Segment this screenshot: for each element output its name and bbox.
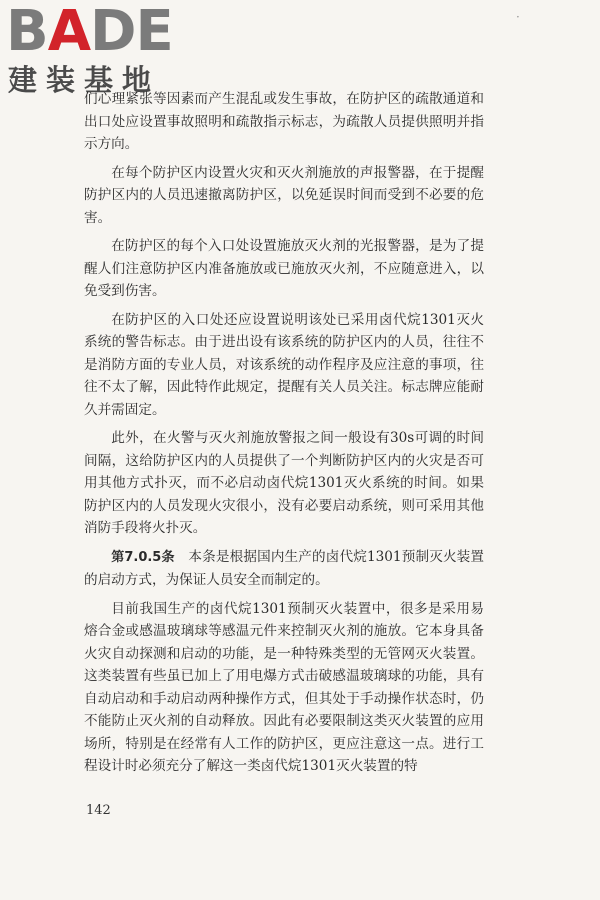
paragraph-final: 目前我国生产的卤代烷1301预制灭火装置中，很多是采用易熔合金或感温玻璃球等感温元件来控制灭火剂的施放。它本身具备火灾自动探测和启动的功能，是一种特殊类型的无管网灭火装置。这类装置有些虽已加上了用电爆方式击破感温玻璃球的功能，具有自动启动和手动启动两种操作方式，但其处于手动操作状态时，仍不能防止灭火剂的自动释放。因此有必要限制这类灭火装置的应用场所，特别是在经常有人工作的防护区，更应注意这一点。进行工程设计时必须充分了解这一类卤代烷1301灭火装置的特 xyxy=(84,600,484,774)
clause-label: 第7.0.5条 xyxy=(111,549,175,565)
clause-paragraph xyxy=(84,546,484,592)
page-body xyxy=(84,88,484,778)
paragraph-2: 在每个防护区内设置火灾和灭火剂施放的声报警器，在于提醒防护区内的人员迅速撤离防护区，以免延误时间而受到不必要的危害。 xyxy=(84,164,484,226)
clause-text: 本条是根据国内生产的卤代烷1301预制灭火装置的启动方式，为保证人员安全而制定的。 xyxy=(84,548,485,588)
paragraph-3: 在防护区的每个入口处设置施放灭火剂的光报警器，是为了提醒人们注意防护区内准备施放或已施放灭火剂，不应随意进入，以免受到伤害。 xyxy=(84,238,484,299)
paragraph-1: 们心理紧张等因素而产生混乱或发生事故，在防护区的疏散通道和出口处应设置事故照明和疏散指示标志，为疏散人员提供照明并指示方向。 xyxy=(84,91,484,152)
logo-accent-letter: A xyxy=(47,0,91,64)
corner-mark: · xyxy=(516,10,520,24)
watermark-logo xyxy=(6,0,176,100)
logo-wordmark: BADE xyxy=(6,0,173,64)
page-number: 142 xyxy=(86,803,111,818)
paragraph-4: 在防护区的入口处还应设置说明该处已采用卤代烷1301灭火系统的警告标志。由于进出设有该系统的防护区内的人员，往往不是消防方面的专业人员，对该系统的动作程序及应注意的事项，往往不太了解，因此特作此规定，提醒有关人员关注。标志牌应能耐久并需固定。 xyxy=(84,311,484,418)
paragraph-5: 此外，在火警与灭火剂施放警报之间一般设有30s可调的时间间隔，这给防护区内的人员提供了一个判断防护区内的火灾是否可用其他方式扑灭，而不必启动卤代烷1301灭火系统的时间。如果防护区内的人员发现火灾很小，没有必要启动系统，则可采用其他消防手段将火扑灭。 xyxy=(84,430,484,536)
logo-subtitle: 建装基地 xyxy=(8,63,161,97)
